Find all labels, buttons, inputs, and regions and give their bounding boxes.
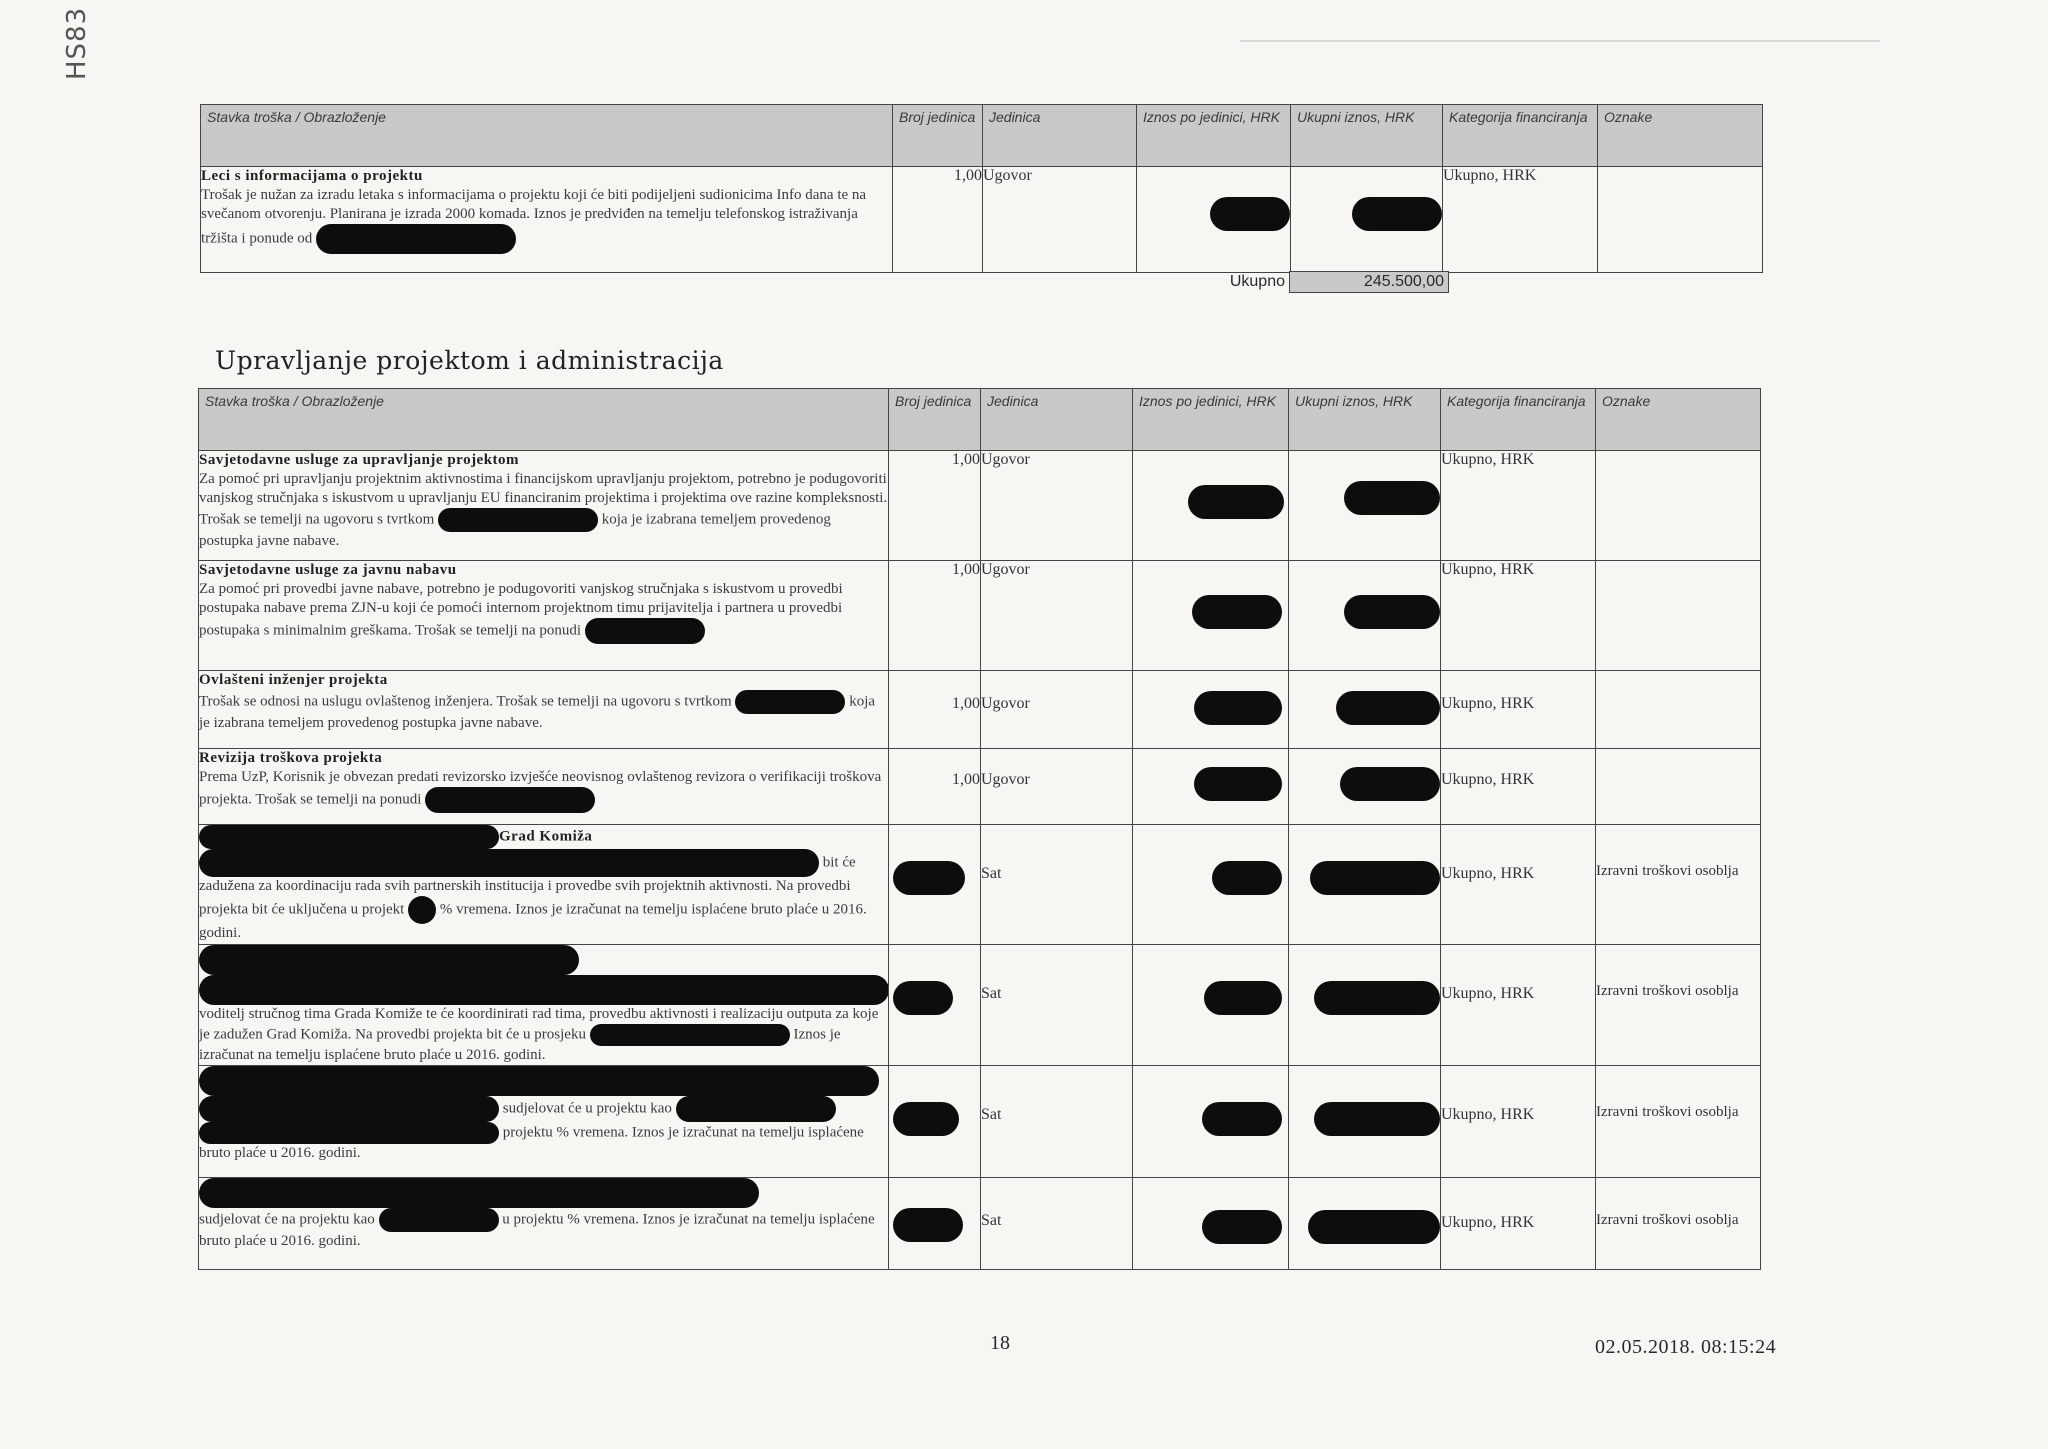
row-iznos [1133, 1178, 1289, 1270]
header-jedinica: Jedinica [981, 389, 1133, 451]
row-ukupni [1289, 825, 1441, 945]
row-iznos [1133, 671, 1289, 749]
page-number: 18 [990, 1332, 1010, 1354]
redaction [1314, 981, 1440, 1015]
row-text: sudjelovat će u projektu kao [502, 1100, 672, 1117]
row-kategorija: Ukupno, HRK [1441, 749, 1596, 825]
row-oznake [1596, 749, 1761, 825]
row-jedinica: Sat [981, 1066, 1133, 1178]
row-oznake [1596, 671, 1761, 749]
header-ukupni: Ukupni iznos, HRK [1289, 389, 1441, 451]
row-title: Savjetodavne usluge za javnu nabavu [199, 562, 457, 578]
redaction [199, 1066, 879, 1096]
row-ukupni [1289, 1178, 1441, 1270]
table-header-row [199, 389, 1761, 451]
row-description [199, 1178, 889, 1270]
header-iznos: Iznos po jedinici, HRK [1137, 105, 1291, 167]
redaction [316, 224, 516, 254]
row-kategorija: Ukupno, HRK [1441, 825, 1596, 945]
row-jedinica: Sat [981, 825, 1133, 945]
row-ukupni [1289, 945, 1441, 1066]
row-iznos [1133, 749, 1289, 825]
row-text: Za pomoć pri upravljanju projektnim aktivnostima i financijskom upravljanju projektom, potrebno je podugovoriti vanjskog stručnjaka s iskustvom u upravljanju EU financiranim projektima i projektima ove razine kompleksnosti. Trošak se temelji na ugovoru s tvrtkom [199, 471, 888, 528]
row-iznos [1137, 167, 1291, 273]
total-label: Ukupno [1229, 273, 1285, 290]
row-text: Prema UzP, Korisnik je obvezan predati revizorsko izvješće neovisnog ovlaštenog revizora o verifikaciji troškova projekta. Trošak se temelji na ponudi [199, 769, 882, 808]
row-oznake [1598, 167, 1763, 273]
row-broj: 1,00 [889, 749, 981, 825]
row-description [199, 749, 889, 825]
row-iznos [1133, 451, 1289, 561]
row-oznake [1596, 561, 1761, 671]
row-description [201, 167, 893, 273]
redaction [590, 1024, 790, 1046]
section-title: Upravljanje projektom i administracija [215, 346, 724, 375]
row-title: Savjetodavne usluge za upravljanje projektom [199, 452, 520, 468]
row-oznake: Izravni troškovi osoblja [1596, 945, 1761, 1066]
header-oznake: Oznake [1596, 389, 1761, 451]
redaction [1314, 1102, 1440, 1136]
table-row [199, 749, 1761, 825]
table-row [199, 671, 1761, 749]
row-oznake: Izravni troškovi osoblja [1596, 1066, 1761, 1178]
row-ukupni [1289, 561, 1441, 671]
redaction [676, 1096, 836, 1122]
row-broj [889, 825, 981, 945]
redaction [1310, 861, 1440, 895]
row-description [199, 825, 889, 945]
redaction [199, 825, 499, 849]
redaction [408, 896, 436, 924]
cost-table-2 [198, 388, 1761, 1270]
row-kategorija: Ukupno, HRK [1441, 1066, 1596, 1178]
print-timestamp: 02.05.2018. 08:15:24 [1595, 1336, 1777, 1358]
redaction [1340, 767, 1440, 801]
row-iznos [1133, 825, 1289, 945]
header-stavka: Stavka troška / Obrazloženje [199, 389, 889, 451]
handwritten-note: HS83 [62, 6, 92, 80]
row-broj [889, 1178, 981, 1270]
header-oznake: Oznake [1598, 105, 1763, 167]
header-kategorija: Kategorija financiranja [1443, 105, 1598, 167]
table-row [201, 167, 1763, 273]
redaction [1344, 595, 1440, 629]
header-broj: Broj jedinica [889, 389, 981, 451]
redaction [1344, 481, 1440, 515]
row-text: sudjelovat će na projektu kao [199, 1211, 375, 1228]
row-jedinica: Ugovor [983, 167, 1137, 273]
row-jedinica: Ugovor [981, 451, 1133, 561]
redaction [1204, 981, 1282, 1015]
row-oznake: Izravni troškovi osoblja [1596, 825, 1761, 945]
row-text-2: % vremena. Iznos je izračunat na temelju isplaćene bruto plaće u 2016. godini. [199, 901, 867, 941]
row-jedinica: Ugovor [981, 749, 1133, 825]
row-text: bit će zadužena za koordinaciju rada svih partnerskih institucija i provedbe svih projektnih aktivnosti. Na provedbi projekta bit će uključena u projekt [199, 854, 856, 918]
redaction [425, 787, 595, 813]
table-row [199, 825, 1761, 945]
row-broj: 1,00 [893, 167, 983, 273]
table-row [199, 1178, 1761, 1270]
redaction [199, 1178, 759, 1208]
row-text: Trošak se odnosi na uslugu ovlaštenog inženjera. Trošak se temelji na ugovoru s tvrtkom [199, 693, 732, 710]
row-kategorija: Ukupno, HRK [1441, 451, 1596, 561]
redaction [1352, 197, 1442, 231]
row-kategorija: Ukupno, HRK [1443, 167, 1598, 273]
table-row [199, 561, 1761, 671]
redaction [585, 618, 705, 644]
row-iznos [1133, 945, 1289, 1066]
redaction [893, 1102, 959, 1136]
redaction [735, 690, 845, 714]
redaction [1188, 485, 1284, 519]
row-title: Ovlašteni inženjer projekta [199, 672, 388, 688]
row-broj: 1,00 [889, 561, 981, 671]
row-oznake [1596, 451, 1761, 561]
row-text-2: Iznos je izračunat na temelju isplaćene bruto plaće u 2016. godini. [199, 1026, 841, 1063]
row-description [199, 945, 889, 1066]
row-kategorija: Ukupno, HRK [1441, 671, 1596, 749]
row-text-2: projektu % vremena. Iznos je izračunat na temelju isplaćene bruto plaće u 2016. godini. [199, 1124, 864, 1161]
row-ukupni [1291, 167, 1443, 273]
header-stavka: Stavka troška / Obrazloženje [201, 105, 893, 167]
row-description [199, 671, 889, 749]
row-jedinica: Sat [981, 945, 1133, 1066]
cost-table-1 [200, 104, 1763, 273]
header-kategorija: Kategorija financiranja [1441, 389, 1596, 451]
table-row [199, 451, 1761, 561]
row-broj: 1,00 [889, 671, 981, 749]
row-jedinica: Ugovor [981, 671, 1133, 749]
redaction [199, 945, 579, 975]
header-iznos: Iznos po jedinici, HRK [1133, 389, 1289, 451]
redaction [1192, 595, 1282, 629]
row-description [199, 561, 889, 671]
row-title: Grad Komiža [499, 828, 593, 845]
row-description [199, 1066, 889, 1178]
table-row [199, 945, 1761, 1066]
redaction [1210, 197, 1290, 231]
redaction [199, 1122, 499, 1144]
redaction [1336, 691, 1440, 725]
redaction [1194, 691, 1282, 725]
row-iznos [1133, 1066, 1289, 1178]
row-broj [889, 945, 981, 1066]
table-header-row [201, 105, 1763, 167]
row-ukupni [1289, 749, 1441, 825]
row-ukupni [1289, 671, 1441, 749]
row-jedinica: Sat [981, 1178, 1133, 1270]
total-value: 245.500,00 [1289, 271, 1449, 293]
redaction [199, 975, 889, 1005]
redaction [1308, 1210, 1440, 1244]
row-iznos [1133, 561, 1289, 671]
row-description [199, 451, 889, 561]
redaction [1194, 767, 1282, 801]
redaction [438, 508, 598, 532]
row-ukupni [1289, 451, 1441, 561]
row-title: Revizija troškova projekta [199, 750, 383, 766]
redaction [379, 1208, 499, 1232]
row-broj: 1,00 [889, 451, 981, 561]
row-kategorija: Ukupno, HRK [1441, 1178, 1596, 1270]
header-ukupni: Ukupni iznos, HRK [1291, 105, 1443, 167]
row-text-2: koja je izabrana temeljem provedenog postupka javne nabave. [199, 511, 831, 549]
row-broj [889, 1066, 981, 1178]
scan-artifact-line [1240, 40, 1880, 42]
row-text: Za pomoć pri provedbi javne nabave, potrebno je podugovoriti vanjskog stručnjaka s iskustvom u provedbi postupaka nabave prema ZJN-u koji će pomoći internom projektnom timu prijavitelja i partnera u provedbi postupaka s minimalnim greškama. Trošak se temelji na ponudi [199, 581, 843, 639]
total-row [1225, 271, 1449, 293]
redaction [1202, 1210, 1282, 1244]
header-broj: Broj jedinica [893, 105, 983, 167]
redaction [893, 1208, 963, 1242]
table-row [199, 1066, 1761, 1178]
row-title: Leci s informacijama o projektu [201, 168, 423, 184]
redaction [1212, 861, 1282, 895]
row-text: Trošak je nužan za izradu letaka s informacijama o projektu koji će biti podijeljeni sudionicima Info dana te na svečanom otvorenju. Planirana je izrada 2000 komada. Iznos je predviđen na temelju telefonskog istraživanja tržišta i ponude od [201, 187, 867, 247]
row-kategorija: Ukupno, HRK [1441, 945, 1596, 1066]
row-oznake: Izravni troškovi osoblja [1596, 1178, 1761, 1270]
row-kategorija: Ukupno, HRK [1441, 561, 1596, 671]
redaction [199, 849, 819, 877]
redaction [893, 861, 965, 895]
row-ukupni [1289, 1066, 1441, 1178]
redaction [199, 1096, 499, 1122]
redaction [893, 981, 953, 1015]
row-text-2: u projektu % vremena. Iznos je izračunat na temelju isplaćene bruto plaće u 2016. godini. [199, 1211, 875, 1249]
header-jedinica: Jedinica [983, 105, 1137, 167]
row-jedinica: Ugovor [981, 561, 1133, 671]
row-text-2: koja je izabrana temeljem provedenog postupka javne nabave. [199, 693, 876, 731]
redaction [1202, 1102, 1282, 1136]
row-text: voditelj stručnog tima Grada Komiže te će koordinirati rad tima, provedbu aktivnosti i realizaciju outputa za koje je zadužen Grad Komiža. Na provedbi projekta bit će u prosjeku [199, 1006, 879, 1043]
